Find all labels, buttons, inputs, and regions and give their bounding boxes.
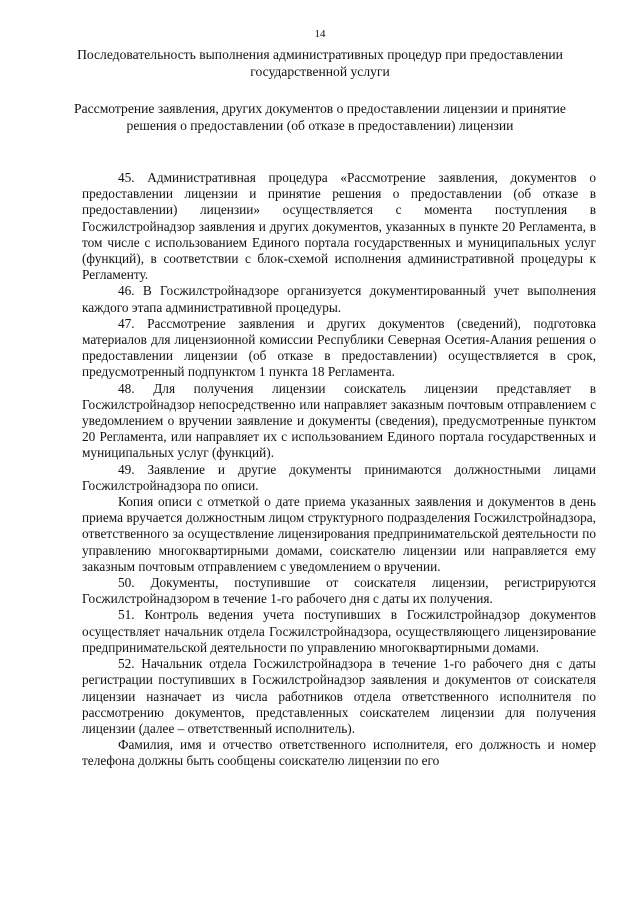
- paragraph-49-copy: Копия описи с отметкой о дате приема указанных заявления и документов в день приема вручается должностным лицом структурного подразделения Госжилстройнадзора, ответственного за осуществление лицензирования предпринимательской деятельности по управлению многоквартирными домами, соискателю лицензии или направляется ему заказным почтовым отправлением с уведомлением о вручении.: [82, 494, 596, 574]
- paragraph-52: 52. Начальник отдела Госжилстройнадзора в течение 1-го рабочего дня с даты регистрации поступивших в Госжилстройнадзор заявления и документов от соискателя лицензии назначает из числа работников отдела ответственного исполнителя по рассмотрению документов, представленных соискателем лицензии для получения лицензии (далее – ответственный исполнитель).: [82, 656, 596, 736]
- paragraph-47: 47. Рассмотрение заявления и других документов (сведений), подготовка материалов для лицензионной комиссии Республики Северная Осетия-Алания решения о предоставлении лицензии (об отказе в предоставлении) осуществляется в срок, предусмотренный подпунктом 1 пункта 18 Регламента.: [82, 315, 596, 380]
- document-body: [82, 170, 596, 770]
- paragraph-45: 45. Административная процедура «Рассмотрение заявления, документов о предоставлении лицензии и принятие решения о предоставлении (об отказе в предоставлении) лицензии» осуществляется с момента поступления в Госжилстройнадзор заявления и других документов, указанных в пункте 20 Регламента, в том числе с использованием Единого портала государственных и муниципальных услуг (функций), в соответствии с блок-схемой исполнения административной процедуры к Регламенту.: [82, 170, 596, 283]
- section-heading: Последовательность выполнения административных процедур при предоставлении государственной услуги: [77, 47, 563, 79]
- paragraph-46: 46. В Госжилстройнадзоре организуется документированный учет выполнения каждого этапа административной процедуры.: [82, 283, 596, 315]
- page-number: 14: [314, 28, 326, 40]
- subsection-heading: Рассмотрение заявления, других документов о предоставлении лицензии и принятие решения о предоставлении (об отказе в предоставлении) лицензии: [74, 101, 566, 133]
- paragraph-48: 48. Для получения лицензии соискатель лицензии представляет в Госжилстройнадзор непосредственно или направляет заказным почтовым отправлением с уведомлением о вручении заявление и документы (сведения), предусмотренные пунктом 20 Регламента, или направляет их с использованием Единого портала государственных и муниципальных услуг (функций).: [82, 380, 596, 461]
- paragraph-51: 51. Контроль ведения учета поступивших в Госжилстройнадзор документов осуществляет начальник отдела Госжилстройнадзора, осуществляющего лицензирование предпринимательской деятельности по управлению многоквартирными домами.: [82, 607, 596, 655]
- paragraph-49: 49. Заявление и другие документы принимаются должностными лицами Госжилстройнадзора по описи.: [82, 461, 596, 493]
- paragraph-50: 50. Документы, поступившие от соискателя лицензии, регистрируются Госжилстройнадзором в течение 1-го рабочего дня с даты их получения.: [82, 575, 596, 607]
- paragraph-52-contact: Фамилия, имя и отчество ответственного исполнителя, его должность и номер телефона должны быть сообщены соискателю лицензии по его: [82, 737, 596, 769]
